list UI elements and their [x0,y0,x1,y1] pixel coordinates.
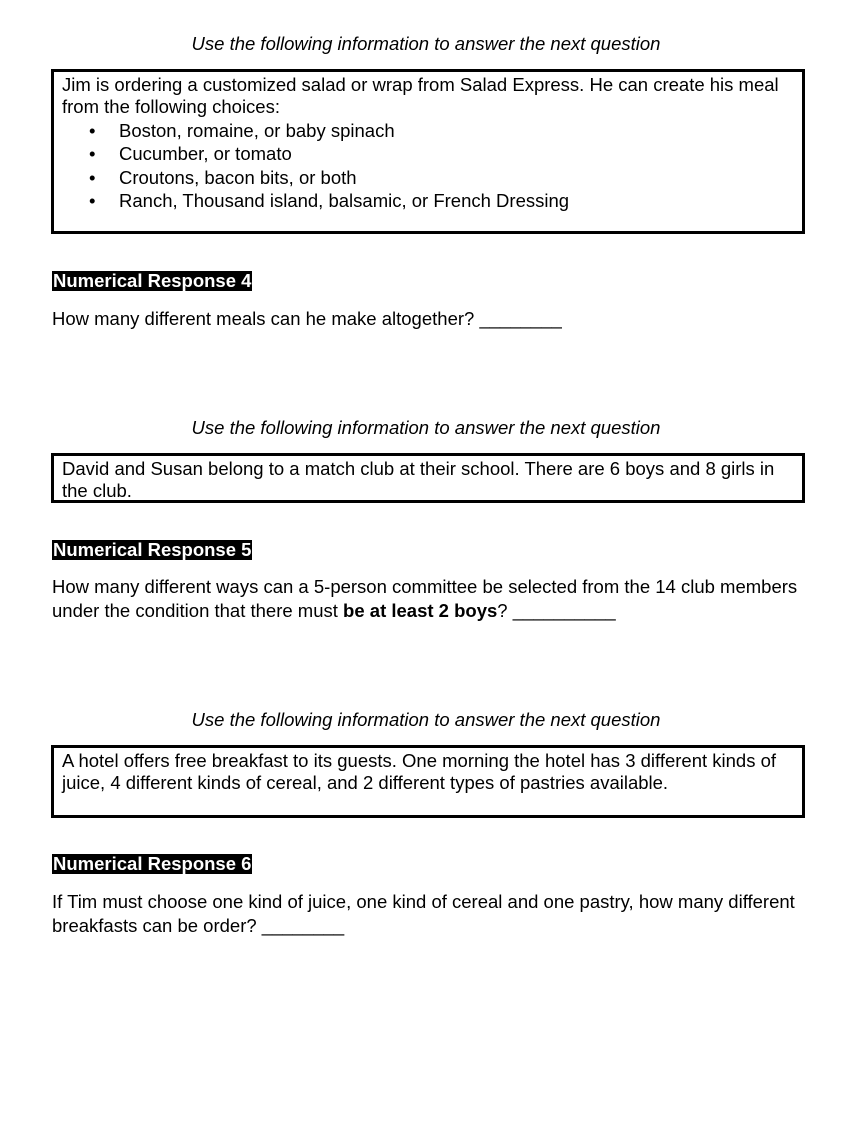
info-text: David and Susan belong to a match club at their school. There are 6 boys and 8 girls in the club. [62,458,775,501]
list-item: • Ranch, Thousand island, balsamic, or French Dressing [89,189,570,211]
info-box-salad [51,69,805,234]
section-3-intro: Use the following information to answer the next question [191,709,661,730]
info-box-club [51,453,805,503]
bullet-icon: • [89,189,96,211]
answer-blank[interactable]: __________ [512,599,616,621]
answer-blank[interactable]: ________ [479,308,562,329]
list-item: • Boston, romaine, or baby spinach [89,120,395,141]
info-text: A hotel offers free breakfast to its guests. One morning the hotel has 3 different kinds of juice, 4 different kinds of cereal, and 2 different types of pastries available. [62,750,777,793]
section-1-intro: Use the following information to answer the next question [191,33,661,54]
question-5: How many different ways can a 5-person committee be selected from the 14 club members under the condition that there must be at least 2 boys? __________ [52,576,798,621]
list-item: • Croutons, bacon bits, or both [89,166,357,188]
numerical-response-5-label: Numerical Response 5 [53,539,252,560]
question-4: How many different meals can he make altogether? ________ [52,308,562,329]
bullet-icon: • [89,143,96,165]
emphasis-text: be at least 2 boys [343,599,498,621]
choice-list [62,119,794,212]
info-box-hotel [51,745,805,818]
list-item: • Cucumber, or tomato [89,143,292,165]
numerical-response-6-label: Numerical Response 6 [53,853,252,874]
answer-blank[interactable]: ________ [261,914,345,936]
bullet-icon: • [89,120,96,141]
question-6: If Tim must choose one kind of juice, one kind of cereal and one pastry, how many different breakfasts can be order? ________ [52,891,795,936]
bullet-icon: • [89,166,96,188]
info-text: Jim is ordering a customized salad or wrap from Salad Express. He can create his meal from the following choices: [62,74,779,117]
numerical-response-4-label: Numerical Response 4 [53,270,252,291]
section-2-intro: Use the following information to answer the next question [191,417,661,438]
